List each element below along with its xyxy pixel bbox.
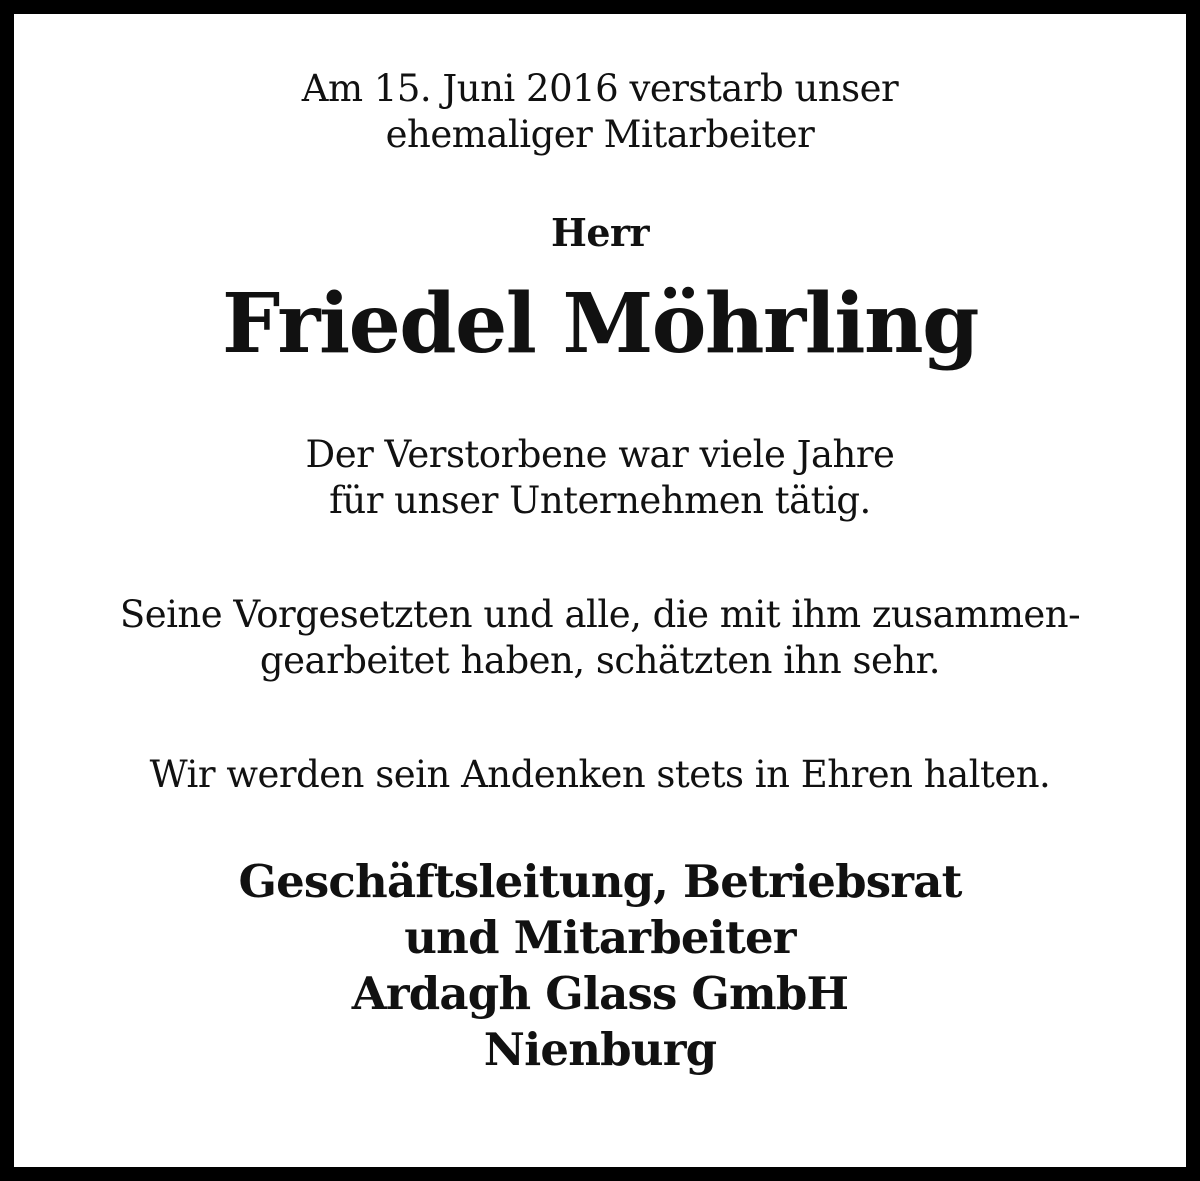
paragraph-1-line-1: Der Verstorbene war viele Jahre — [305, 433, 895, 476]
paragraph-2-line-1: Seine Vorgesetzten und alle, die mit ihm zusammen- — [119, 593, 1081, 636]
signature-line-2: und Mitarbeiter — [404, 911, 796, 964]
signature-line-1: Geschäftsleitung, Betriebsrat — [238, 855, 962, 908]
paragraph-3: Wir werden sein Andenken stets in Ehren halten. — [149, 753, 1051, 796]
paragraph-2-line-2: gearbeitet haben, schätzten ihn sehr. — [259, 639, 941, 682]
deceased-name: Friedel Möhrling — [221, 276, 979, 372]
salutation: Herr — [550, 210, 650, 255]
intro-line-2: ehemaliger Mitarbeiter — [385, 113, 815, 156]
paragraph-1-line-2: für unser Unternehmen tätig. — [329, 479, 871, 522]
signature-line-4: Nienburg — [483, 1023, 717, 1076]
signature-line-3: Ardagh Glass GmbH — [351, 967, 849, 1020]
intro-line-1: Am 15. Juni 2016 verstarb unser — [301, 67, 899, 110]
